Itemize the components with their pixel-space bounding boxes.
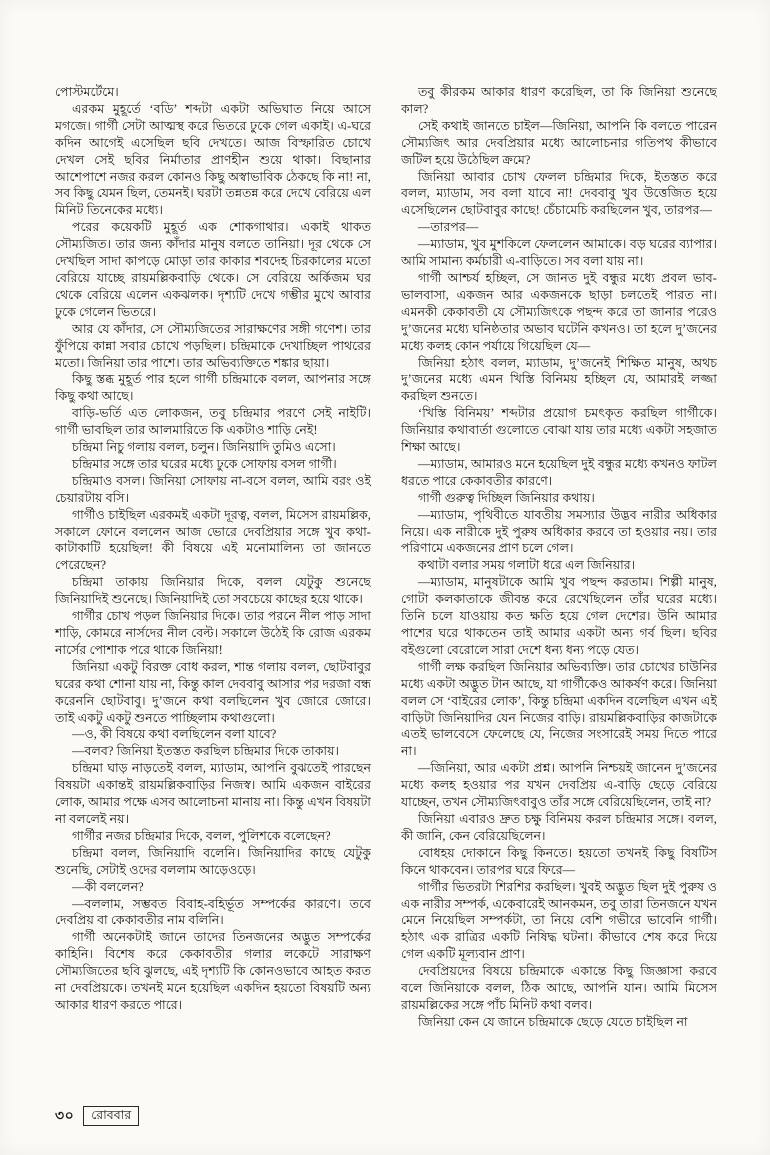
paragraph: গার্গীর নজর চন্দ্রিমার দিকে, বলল, পুলিশকে বলেছেন? bbox=[72, 828, 331, 843]
paragraph: চন্দ্রিমা বলল, জিনিয়াদি বলেনি। জিনিয়াদির কাছে যেটুকু শুনেছি, সেটাই ওদের বললাম আড়েওড়ে। bbox=[55, 845, 371, 877]
article-body bbox=[55, 84, 717, 1096]
paragraph: চন্দ্রিমা তাকায় জিনিয়ার দিকে, বলল যেটুকু শুনেছে জিনিয়াদিই শুনেছে। জিনিয়াদিই তো সবচেয়ে কাছের হয়ে থাকে। bbox=[55, 575, 371, 607]
paragraph: চন্দ্রিমা নিচু গলায় বলল, চলুন। জিনিয়াদি তুমিও এসো। bbox=[72, 440, 336, 455]
paragraph: জিনিয়া এবারও দ্রুত চক্ষু বিনিময় করল চন্দ্রিমার সঙ্গে। বলল, কী জানি, কেন বেরিয়েছিলেন। bbox=[401, 811, 717, 843]
paragraph: কিছু স্তব্ধ মুহূর্ত পার হলে গার্গী চন্দ্রিমাকে বলল, আপনার সঙ্গে কিছু কথা আছে। bbox=[55, 372, 371, 404]
paragraph: চন্দ্রিমার সঙ্গে তার ঘরের মধ্যে ঢুকে সোফায় বসল গার্গী। bbox=[72, 456, 337, 471]
paragraph: জিনিয়া হঠাৎ বলল, ম্যাডাম, দু’জনেই শিক্ষিত মানুষ, অথচ দু’জনের মধ্যে এমন খিস্তি বিনিময় হচ্ছিল যে, আমারই লজ্জা করছিল শুনতে। bbox=[401, 355, 717, 404]
paragraph: জিনিয়া আবার চোখ ফেলল চন্দ্রিমার দিকে, ইতস্তত করে বলল, ম্যাডাম, সব বলা যাবে না! দেববাবু খুব উত্তেজিত হয়ে এসেছিলেন ছোটবাবুর কাছে! চেঁচামেচি করছিলেন খুব, তারপর— bbox=[401, 169, 717, 218]
page-number: ৩০ bbox=[55, 1109, 75, 1124]
paragraph: জিনিয়া একটু বিরক্ত বোধ করল, শান্ত গলায় বলল, ছোটবাবুর ঘরের কথা শোনা যায় না, কিন্তু কাল দেববাবু আসার পর দরজা বন্ধ করেননি ছোটবাবু। দু’জনে কথা বলছিলেন খুব জোরে জোরে। তাই একটু একটু শুনতে পাচ্ছিলাম কথাগুলো। bbox=[55, 659, 371, 725]
paragraph: গার্গী গুরুত্ব দিচ্ছিল জিনিয়ার কথায়। bbox=[418, 490, 595, 505]
paragraph: —তারপর— bbox=[418, 220, 479, 235]
paragraph: পোস্টমর্টেমে। bbox=[55, 85, 119, 99]
page-footer bbox=[55, 1104, 139, 1128]
text-column-left bbox=[55, 84, 371, 1096]
paragraph: গার্গী আশ্চর্য হচ্ছিল, সে জানত দুই বন্ধুর মধ্যে প্রবল ভাব-ভালবাসা, একজন আর একজনকে ছাড়া চলতেই পারত না। এমনকী কেকাবতী যে সৌম্যজিৎকে পছন্দ করে তা জানার পরেও দু’জনের মধ্যে ঘনিষ্ঠতার অভাব ঘটেনি কখনও। তা হলে দু’জনের মধ্যে কলহ কোন পর্যায়ে গিয়েছিল যে— bbox=[401, 270, 717, 353]
paragraph: চন্দ্রিমা ঘাড় নাড়তেই বলল, ম্যাডাম, আপনি বুঝতেই পারছেন বিষয়টা একান্তই রায়মল্লিকবাড়ির নিজস্ব। আমি একজন বাইরের লোক, আমার পক্ষে এসব আলোচনা মানায় না। কিন্তু এখন বিষয়টা না বললেই নয়। bbox=[55, 761, 371, 826]
paragraph: বাড়ি-ভর্তি এত লোকজন, তবু চন্দ্রিমার পরণে সেই নাইটি। গার্গী ভাবছিল তার আলমারিতে কি একটাও শাড়ি নেই! bbox=[55, 406, 371, 438]
paragraph: —বললাম, সম্ভবত বিবাহ-বহির্ভূত সম্পর্কের কারণে। তবে দেবপ্রিয় বা কেকাবতীর নাম বলিনি। bbox=[55, 896, 371, 928]
paragraph: —ম্যাডাম, পৃথিবীতে যাবতীয় সমস্যার উদ্ভব নারীর অধিকার নিয়ে। এক নারীকে দুই পুরুষ অধিকার করবে তা হওয়ার নয়। তার পরিণামে একজনের প্রাণ চলে গেল। bbox=[401, 507, 717, 556]
paragraph: বোধহয় দোকানে কিছু কিনতে। হয়তো তখনই কিছু বিষটিস কিনে থাকবেন। তারপর ঘরে ফিরে— bbox=[401, 845, 717, 877]
paragraph: জিনিয়া কেন যে জানে চন্দ্রিমাকে ছেড়ে যেতে চাইছিল না bbox=[418, 1014, 688, 1029]
paragraph: কথাটা বলার সময় গলাটা ধরে এল জিনিয়ার। bbox=[418, 558, 636, 573]
paragraph: —ম্যাডাম, মানুষটাকে আমি খুব পছন্দ করতাম। শিল্পী মানুষ, গোটা কলকাতাকে জীবন্ত করে রেখেছিলেন তাঁর ঘরের মধ্যে। তিনি চলে যাওয়ায় কত ক্ষতি হয়ে গেল দেশের। উনি আমার পাশের ঘরে থাকতেন তাই আমার একটা অন্য গর্ব ছিল। ছবির বইগুলো বেরোলে সারা দেশে ধন্য ধন্য পড়ে যেত। bbox=[401, 575, 717, 657]
paragraph: পরের কয়েকটি মুহূর্ত এক শোকগাথার। একাই থাকত সৌম্যজিত। তার জন্য কাঁদার মানুষ বলতে তানিয়া। দূর থেকে সে দেখছিল সাদা কাপড়ে মোড়া তার কাকার শবদেহ চিরকালের মতো বেরিয়ে যাচ্ছে রায়মল্লিকবাড়ি থেকে। সে বেরিয়ে অর্কিজম ঘর থেকে বেরিয়ে এলেন একঝলক। দৃশ্যটি দেখে গম্ভীর মুখে আবার ঢুকে গেলেন ভিতরে। bbox=[55, 220, 371, 319]
paragraph: গার্গীর ভিতরটা শিরশির করছিল। খুবই অদ্ভুত ছিল দুই পুরুষ ও এক নারীর সম্পর্ক, একেবারেই আনকমন, তবু তারা তিনজনে যখন মেনে নিয়েছিল সম্পর্কটা, তা নিয়ে বেশি গভীরে ভাবেনি গার্গী। হঠাৎ এক রাত্রির একটি নিষিদ্ধ ঘটনা। কীভাবে শেষ করে দিয়ে গেল একটি মূল্যবান প্রাণ। bbox=[401, 879, 717, 962]
paragraph: —কী বললেন? bbox=[72, 879, 144, 894]
paragraph: —জিনিয়া, আর একটা প্রশ্ন। আপনি নিশ্চয়ই জানেন দু’জনের মধ্যে কলহ হওয়ার পর যখন দেবপ্রিয় এ-বাড়ি ছেড়ে বেরিয়ে যাচ্ছেন, তখন সৌম্যজিৎবাবুও তাঁর সঙ্গে বেরিয়েছিলেন, তাই না? bbox=[401, 761, 717, 810]
paragraph: চন্দ্রিমাও বসল। জিনিয়া সোফায় না-বসে বলল, আমি বরং ওই চেয়ারটায় বসি। bbox=[55, 473, 371, 505]
paragraph: ‘খিস্তি বিনিময়’ শব্দটার প্রয়োগ চমৎকৃত করছিল গার্গীকে। জিনিয়ার কথাবার্তা গুলোতে বোঝা যায় তার মধ্যে একটা সহজাত শিক্ষা আছে। bbox=[401, 406, 717, 455]
paragraph: —ম্যাডাম, খুব মুশকিলে ফেললেন আমাকে। বড় ঘরের ব্যাপার। আমি সামান্য কর্মচারী এ-বাড়িতে। সব বলা যায় না। bbox=[401, 237, 717, 269]
paragraph: এরকম মুহূর্তে ‘বডি’ শব্দটা একটা অভিঘাত নিয়ে আসে মগজে। গার্গী সেটা আত্মস্থ করে ভিতরে ঢুকে গেল একাই। এ-ঘরে কদিন আগেই এসেছিল ছবি দেখতে। আজ বিস্ফারিত চোখে দেখল সেই ছবির নির্মাতার প্রাণহীন শুয়ে থাকা। বিছানার আশেপাশে নজর করল কোনও কিছু অস্বাভাবিক ঠেকছে কি না! না, সব কিছু যেমন ছিল, তেমনই। ঘরটা তন্নতন্ন করে দেখে বেরিয়ে এল মিনিট তিনেকের মধ্যে। bbox=[55, 101, 371, 218]
text-column-right bbox=[401, 84, 717, 1096]
paragraph: —ও, কী বিষয়ে কথা বলছিলেন বলা যাবে? bbox=[72, 727, 277, 742]
paragraph: —বলব? জিনিয়া ইতস্তত করছিল চন্দ্রিমার দিকে তাকায়। bbox=[72, 744, 340, 759]
paragraph: গার্গীও চাইছিল এরকমই একটা দূরত্ব, বলল, মিসেস রায়মল্লিক, সকালে ফোনে বললেন আজ ভোরে দেবপ্রিয়ার সঙ্গে খুব কথা-কাটাকাটি হয়েছিল! কী বিষয়ে এই মনোমালিন্য তা জানতে পেরেছেন? bbox=[55, 507, 371, 573]
paragraph: গার্গী লক্ষ করছিল জিনিয়ার অভিব্যক্তি। তার চোখের চাউনির মধ্যে একটা অদ্ভুত টান আছে, যা গার্গীকেও আকর্ষণ করে। জিনিয়া বলল সে ‘বাইরের লোক’, কিন্তু চন্দ্রিমা একদিন বলেছিল এখন এই বাড়িটা জিনিয়াদির যেন নিজের বাড়ি। রায়মল্লিকবাড়ির কাজটাকে এতই ভালবেসে ফেলেছে যে, নিজের সংসারেই সময় দিতে পারে না। bbox=[401, 659, 717, 759]
paragraph: গার্গী অনেকটাই জানে তাদের তিনজনের অদ্ভুত সম্পর্কের কাহিনি। বিশেষ করে কেকাবতীর গলার লকেটে সারাক্ষণ সৌম্যজিতের ছবি ঝুলছে, এই দৃশ্যটি কি কোনওভাবে আহত করত না দেবপ্রিয়কে। তখনই মনে হয়েছিল একদিন হয়তো বিষয়টি অন্য আকার ধারণ করতে পারে। bbox=[55, 930, 371, 1012]
paragraph: গার্গীর চোখ পড়ল জিনিয়ার দিকে। তার পরনে নীল পাড় সাদা শাড়ি, কোমরে নার্সদের নীল বেল্ট। সকালে উঠেই কি রোজ এরকম নার্সের পোশাক পরে থাকে জিনিয়া! bbox=[55, 609, 371, 657]
paragraph: তবু কীরকম আকার ধারণ করেছিল, তা কি জিনিয়া শুনেছে কাল? bbox=[401, 85, 717, 116]
paragraph: দেবপ্রিয়দের বিষয়ে চন্দ্রিমাকে একান্তে কিছু জিজ্ঞাসা করবে বলে জিনিয়াকে বলল, ঠিক আছে, আপনি যান। আমি মিসেস রায়মল্লিকের সঙ্গে পাঁচ মিনিট কথা বলব। bbox=[401, 964, 717, 1012]
paragraph: আর যে কাঁদার, সে সৌম্যজিতের সারাক্ষণের সঙ্গী গণেশ। তার ফুঁপিয়ে কান্না সবার চোখে পড়ছিল। চন্দ্রিমাকে দেখাচ্ছিল পাথরের মতো। জিনিয়া তার পাশে। তার অভিব্যক্তিতে শঙ্কার ছায়া। bbox=[55, 321, 371, 370]
magazine-name-badge: রোববার bbox=[83, 1106, 139, 1126]
paragraph: —ম্যাডাম, আমারও মনে হয়েছিল দুই বন্ধুর মধ্যে কখনও ফাটল ধরতে পারে কেকাবতীর কারণে। bbox=[401, 456, 717, 488]
paragraph: সেই কথাই জানতে চাইল—জিনিয়া, আপনি কি বলতে পারেন সৌম্যজিৎ আর দেবপ্রিয়ার মধ্যে আলোচনার গতিপথ কীভাবে জটিল হয়ে উঠেছিল ক্রমে? bbox=[401, 118, 717, 167]
